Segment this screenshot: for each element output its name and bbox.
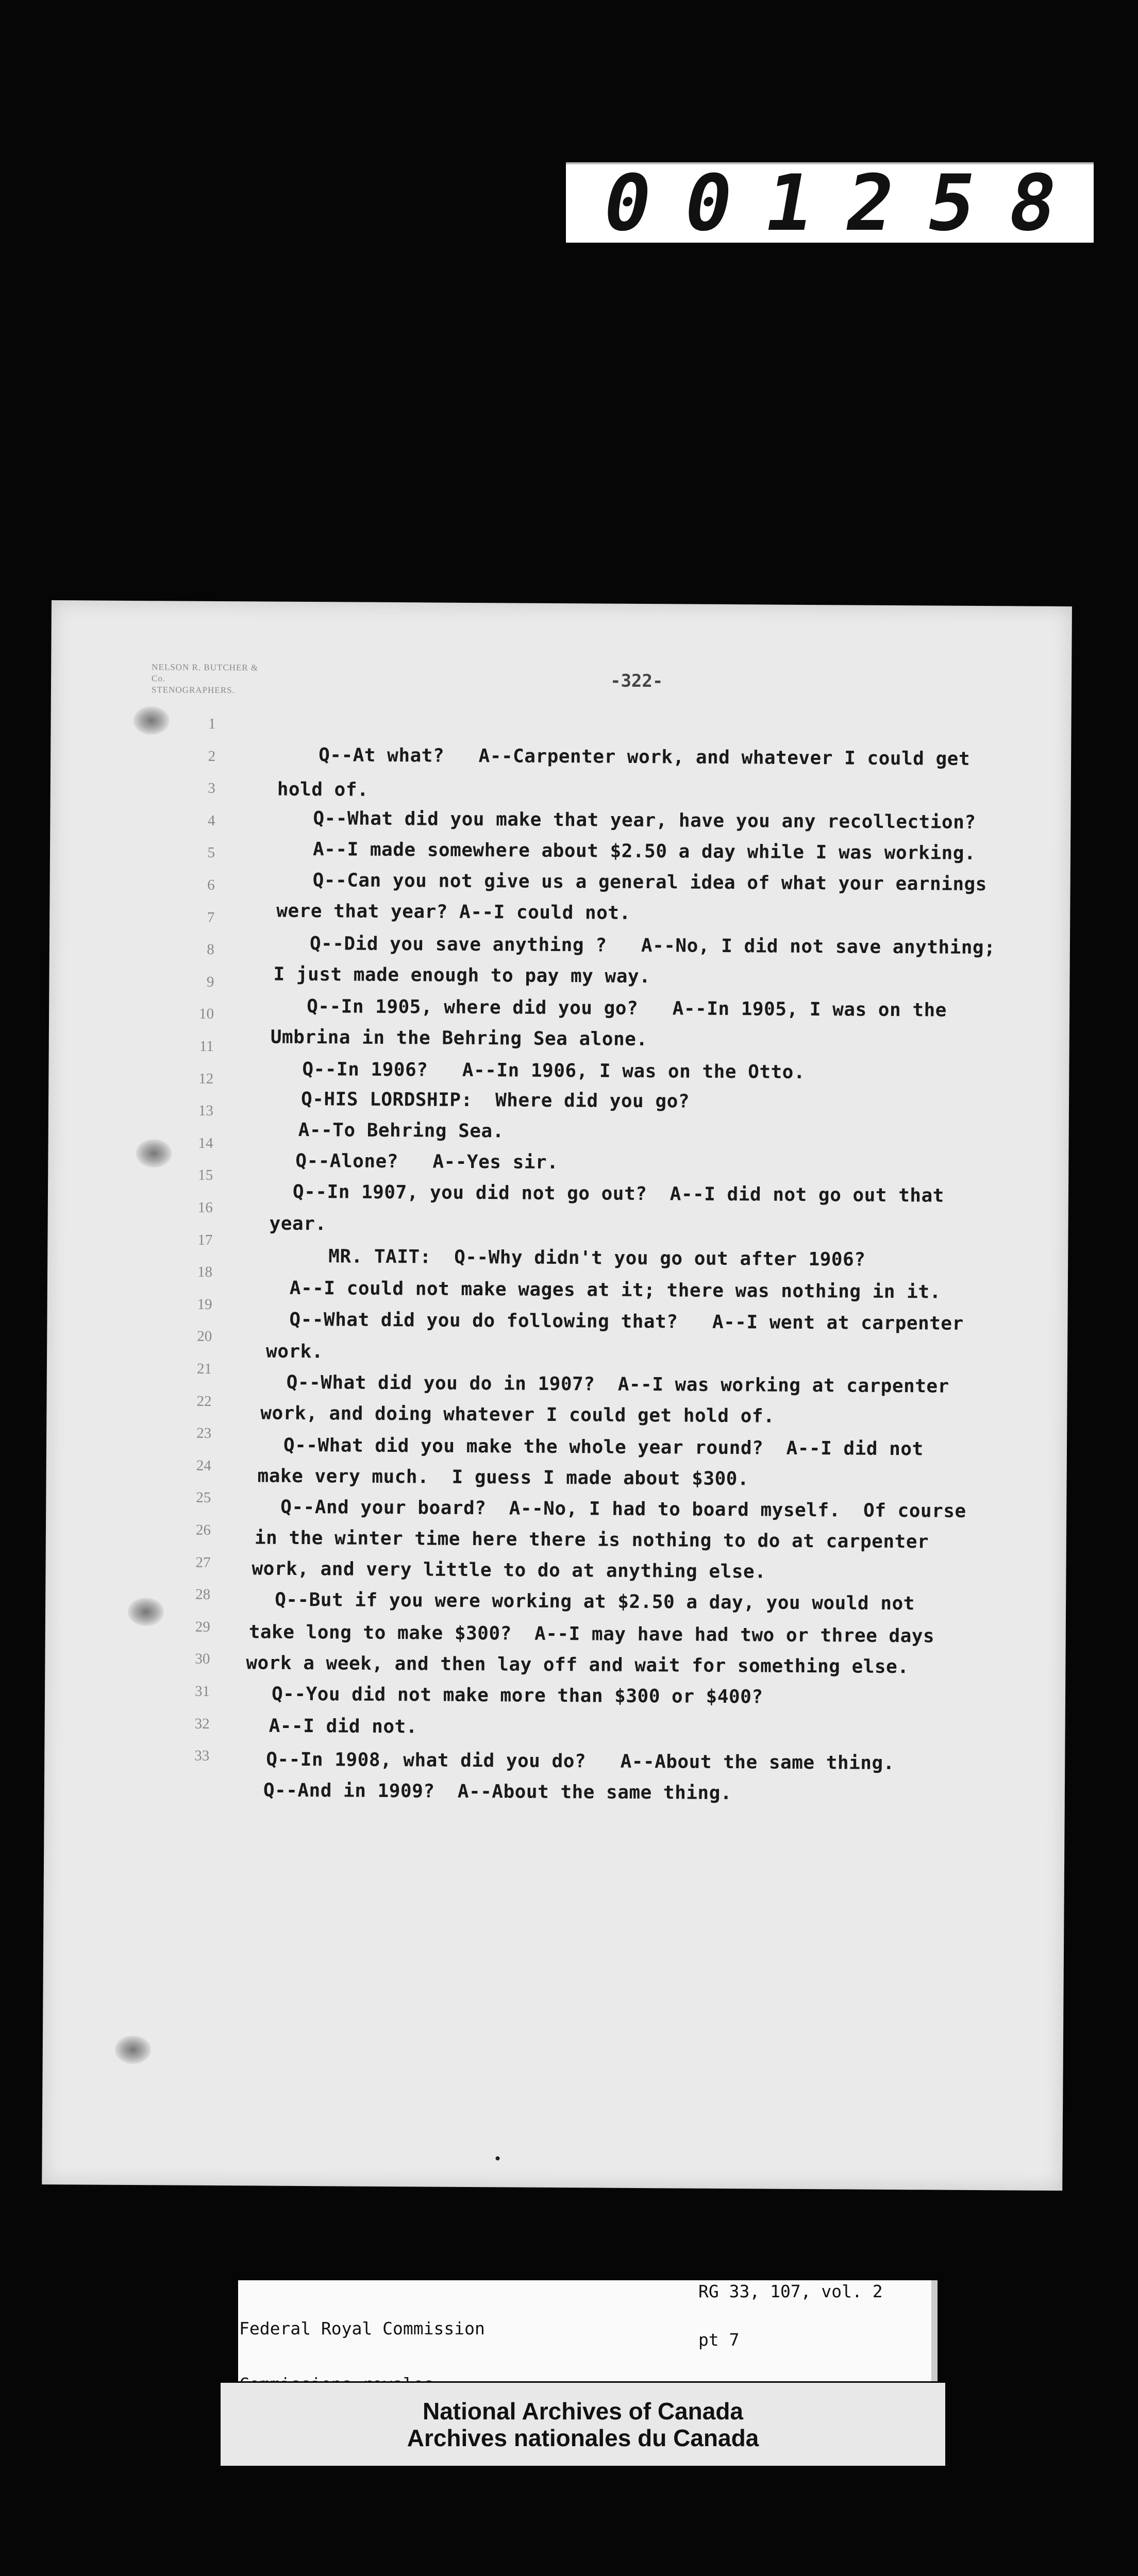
transcript-line: Q--What did you make that year, have you any recollection? [313,808,976,833]
transcript-line: take long to make $300? A--I may have had two or three days [248,1621,935,1647]
transcript-line: Q--In 1908, what did you do? A--About the same thing. [266,1749,895,1774]
frame-number-strip [566,159,1094,248]
punch-hole [133,706,169,735]
stenographer-letterhead [152,662,265,696]
transcript-line: hold of. [277,778,369,801]
punch-hole [128,1598,164,1626]
transcript-line: Q--And in 1909? A--About the same thing. [263,1780,732,1804]
transcript-line: MR. TAIT: Q--Why didn't you go out after 1906? [328,1246,866,1270]
ink-dot [496,2156,500,2160]
line-number: 6 [207,876,215,893]
transcript-line: in the winter time here there is nothing to do at carpenter [254,1527,929,1553]
transcript-line: Q--In 1905, where did you go? A--In 1905, I was on the [307,996,947,1021]
line-number: 30 [195,1651,210,1668]
line-number: 17 [197,1231,213,1248]
line-number: 2 [208,748,216,765]
archives-name-english: National Archives of Canada [422,2397,743,2425]
national-archives-label [221,2383,945,2466]
line-number: 14 [198,1134,213,1151]
collection-name: Federal Royal Commission [239,2318,485,2338]
transcript-line: I just made enough to pay my way. [273,963,651,988]
line-number: 29 [195,1618,210,1635]
record-group-reference: RG 33, 107, vol. 2 [698,2281,883,2301]
transcript-line: work, and very little to do at anything else. [252,1558,766,1583]
transcript-line: Q--What did you make the whole year round? A--I did not [283,1434,924,1460]
page-number: -322- [610,670,663,692]
line-number: 7 [207,909,215,926]
letterhead-line: STENOGRAPHERS. [151,685,235,696]
transcript-line: Q--Did you save anything ? A--No, I did not save anything; [309,933,996,959]
line-number: 15 [198,1167,213,1184]
line-number: 8 [207,941,214,958]
line-number: 25 [196,1489,211,1506]
transcript-line: Q--In 1907, you did not go out? A--I did not go out that [292,1181,945,1207]
transcript-line: A--I did not. [269,1715,418,1738]
transcript-line: Q--In 1906? A--In 1906, I was on the Otto. [302,1058,806,1083]
transcript-line: A--I could not make wages at it; there was nothing in it. [289,1277,941,1303]
line-number: 21 [196,1360,212,1377]
transcript-line: Q--At what? A--Carpenter work, and whatever I could get [319,744,970,770]
frame-digit: 5 [920,159,983,248]
transcript-line: Q--But if you were working at $2.50 a day, you would not [275,1589,915,1615]
frame-digit: 0 [677,159,740,248]
line-number: 31 [194,1683,210,1700]
line-number: 19 [197,1296,212,1313]
line-number: 24 [196,1457,211,1474]
line-number: 16 [197,1199,213,1216]
line-number: 3 [208,780,215,797]
frame-digit: 8 [1001,159,1064,248]
line-number: 11 [199,1038,214,1055]
line-number: 28 [195,1586,211,1603]
transcript-line: Q-HIS LORDSHIP: Where did you go? [300,1088,690,1112]
frame-digit: 0 [596,159,659,248]
archive-reference-label [238,2280,938,2381]
punch-hole [115,2036,151,2064]
line-number: 32 [194,1715,210,1732]
transcript-line: Q--You did not make more than $300 or $400? [271,1683,763,1708]
transcript-line: were that year? A--I could not. [276,900,631,924]
frame-digit: 2 [839,159,902,248]
line-number: 5 [207,844,215,861]
part-number: pt 7 [698,2330,740,2350]
line-number: 9 [206,973,214,990]
transcript-line: Q--Can you not give us a general idea of what your earnings [312,870,988,895]
line-number: 18 [197,1263,213,1281]
transcript-line: work. [265,1341,324,1363]
transcript-line: work a week, and then lay off and wait for something else. [246,1652,909,1678]
line-number: 10 [199,1006,214,1023]
line-number: 4 [207,812,215,829]
frame-digit: 1 [758,159,821,248]
line-number: 1 [208,715,216,732]
transcript-line: Q--What did you do following that? A--I went at carpenter [289,1309,964,1334]
transcript-line: A--To Behring Sea. [298,1119,504,1142]
transcript-line: Umbrina in the Behring Sea alone. [270,1026,648,1050]
transcript-line: A--I made somewhere about $2.50 a day while I was working. [312,839,976,864]
transcript-line: make very much. I guess I made about $300. [257,1465,749,1490]
punch-hole [136,1139,172,1167]
line-number: 13 [198,1102,214,1120]
line-number: 27 [195,1554,211,1571]
line-number: 12 [198,1070,214,1087]
line-number: 33 [194,1747,210,1765]
line-number: 20 [197,1328,212,1345]
transcript-line: year. [269,1213,327,1235]
transcript-page [42,600,1072,2191]
transcript-line: Q--What did you do in 1907? A--I was working at carpenter [286,1371,949,1397]
line-number: 26 [195,1521,211,1538]
letterhead-line: NELSON R. BUTCHER & Co. [152,662,259,684]
line-number: 22 [196,1393,212,1410]
transcript-line: Q--And your board? A--No, I had to board myself. Of course [280,1496,966,1522]
line-number: 23 [196,1425,212,1442]
transcript-line: work, and doing whatever I could get hold of. [260,1402,775,1427]
archives-name-french: Archives nationales du Canada [407,2424,759,2451]
transcript-line: Q--Alone? A--Yes sir. [295,1150,559,1174]
